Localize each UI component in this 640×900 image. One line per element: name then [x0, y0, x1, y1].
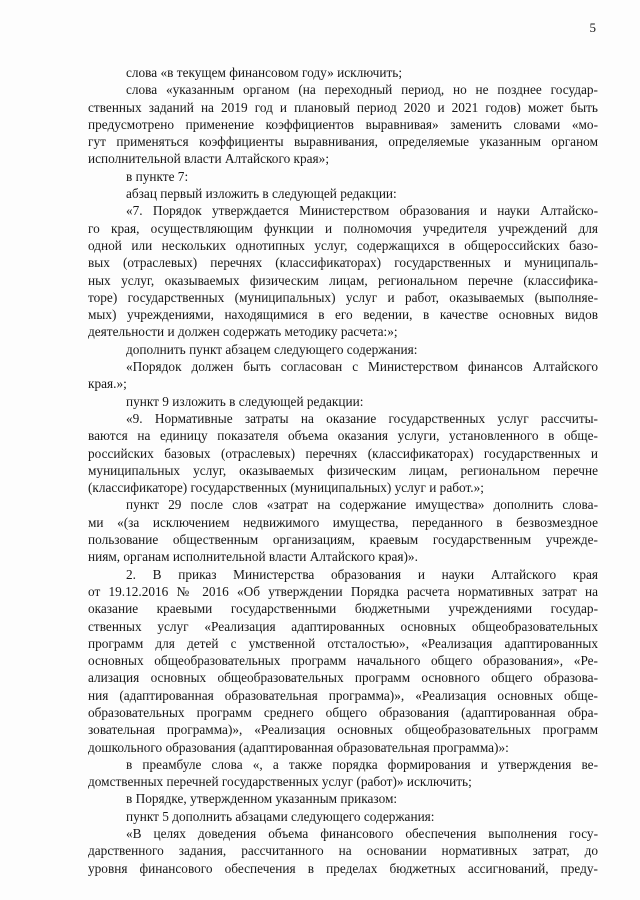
text-line: ственных заданий на 2019 год и плановый период 2020 и 2021 годов) может быть	[88, 99, 598, 115]
text-line: программ для детей с умственной отсталостью», «Реализация адаптированных	[88, 635, 598, 651]
text-line: 2. В приказ Министерства образования и науки Алтайского края	[126, 566, 598, 582]
text-line: от 19.12.2016 № 2016 «Об утверждении Порядка расчета нормативных затрат на	[88, 583, 598, 599]
text-line: гут применяться коэффициенты выравнивания, определяемые указанным органом	[88, 134, 598, 150]
text-line: «7. Порядок утверждается Министерством образования и науки Алтайско-	[126, 203, 598, 219]
text-line: края.»;	[88, 376, 127, 392]
text-line: ных услуг, оказываемых физическим лицам, региональном перечне (классифика-	[88, 272, 598, 288]
text-line: в преамбуле слова «, а также порядка формирования и утверждения ве-	[126, 756, 598, 772]
text-line: вых (отраслевых) перечнях (классификаторах) государственных и муниципаль-	[88, 255, 598, 271]
text-line: дошкольного образования (адаптированная образовательная программа)»:	[88, 739, 509, 755]
document-body	[88, 64, 598, 877]
text-line: (классификаторе) государственных (муниципальных) услуг и работ.»;	[88, 480, 484, 496]
text-line: торе) государственных (муниципальных) услуг и работ, оказываемых (выполняе-	[88, 289, 598, 305]
text-line: российских базовых (отраслевых) перечнях (классификаторах) государственных и	[88, 445, 598, 461]
text-line: в Порядке, утвержденном указанным приказом:	[126, 791, 398, 807]
text-line: мых) учреждениями, находящимися в его ведении, в качестве основных видов	[88, 307, 598, 323]
text-line: домственных перечней государственных услуг (работ)» исключить;	[88, 774, 472, 790]
text-line: муниципальных услуг, оказываемых физическим лицам, региональном перечне	[88, 462, 598, 478]
text-line: ственных услуг «Реализация адаптированных основных общеобразовательных	[88, 618, 598, 634]
text-line: основных общеобразовательных программ начального общего образования», «Ре-	[88, 653, 598, 669]
text-line: абзац первый изложить в следующей редакции:	[126, 186, 397, 202]
text-line: «Порядок должен быть согласован с Министерством финансов Алтайского	[126, 359, 598, 375]
text-line: слова «указанным органом (на переходный период, но не позднее государ-	[126, 82, 598, 98]
text-line: ния (адаптированная образовательная программа)», «Реализация основных обще-	[88, 687, 598, 703]
text-line: «В целях доведения объема финансового обеспечения выполнения госу-	[126, 826, 598, 842]
text-line: исполнительной власти Алтайского края»;	[88, 151, 330, 167]
text-line: ваются на единицу показателя объема оказания услуги, установленного в обще-	[88, 428, 598, 444]
text-line: одной или нескольких однотипных услуг, содержащихся в общероссийских базо-	[88, 237, 598, 253]
text-line: пункт 29 после слов «затрат на содержание имущества» дополнить слова-	[126, 497, 598, 513]
text-line: предусмотрено применение коэффициентов выравнивая» заменить словами «мо-	[88, 116, 598, 132]
text-line: дополнить пункт абзацем следующего содержания:	[126, 341, 418, 357]
text-line: пользование общественным организациям, краевым государственным учрежде-	[88, 532, 598, 548]
text-line: в пункте 7:	[126, 168, 189, 184]
text-line: пункт 9 изложить в следующей редакции:	[126, 393, 364, 409]
text-line: зовательная программа)», «Реализация основных общеобразовательных программ	[88, 722, 598, 738]
text-line: образовательных программ среднего общего образования (адаптированная обра-	[88, 704, 598, 720]
text-line: уровня финансового обеспечения в пределах бюджетных ассигнований, преду-	[88, 860, 598, 876]
text-line: «9. Нормативные затраты на оказание государственных услуг рассчиты-	[126, 410, 598, 426]
text-line: дарственного задания, рассчитанного на основании нормативных затрат, до	[88, 843, 598, 859]
text-line: ниям, органам исполнительной власти Алтайского края)».	[88, 549, 418, 565]
text-line: ми «(за исключением недвижимого имущества, переданного в безвозмездное	[88, 514, 598, 530]
text-line: слова «в текущем финансовом году» исключить;	[126, 65, 403, 80]
text-line: оказание краевыми государственными бюджетными учреждениями государ-	[88, 601, 598, 617]
text-line: пункт 5 дополнить абзацами следующего содержания:	[126, 808, 435, 824]
text-line: деятельности и должен содержать методику расчета:»;	[88, 324, 398, 340]
text-line: ализация основных общеобразовательных программ основного общего образова-	[88, 670, 598, 686]
page-number: 5	[589, 20, 596, 35]
text-line: го края, осуществляющим функции и полномочия учредителя учреждений для	[88, 220, 598, 236]
